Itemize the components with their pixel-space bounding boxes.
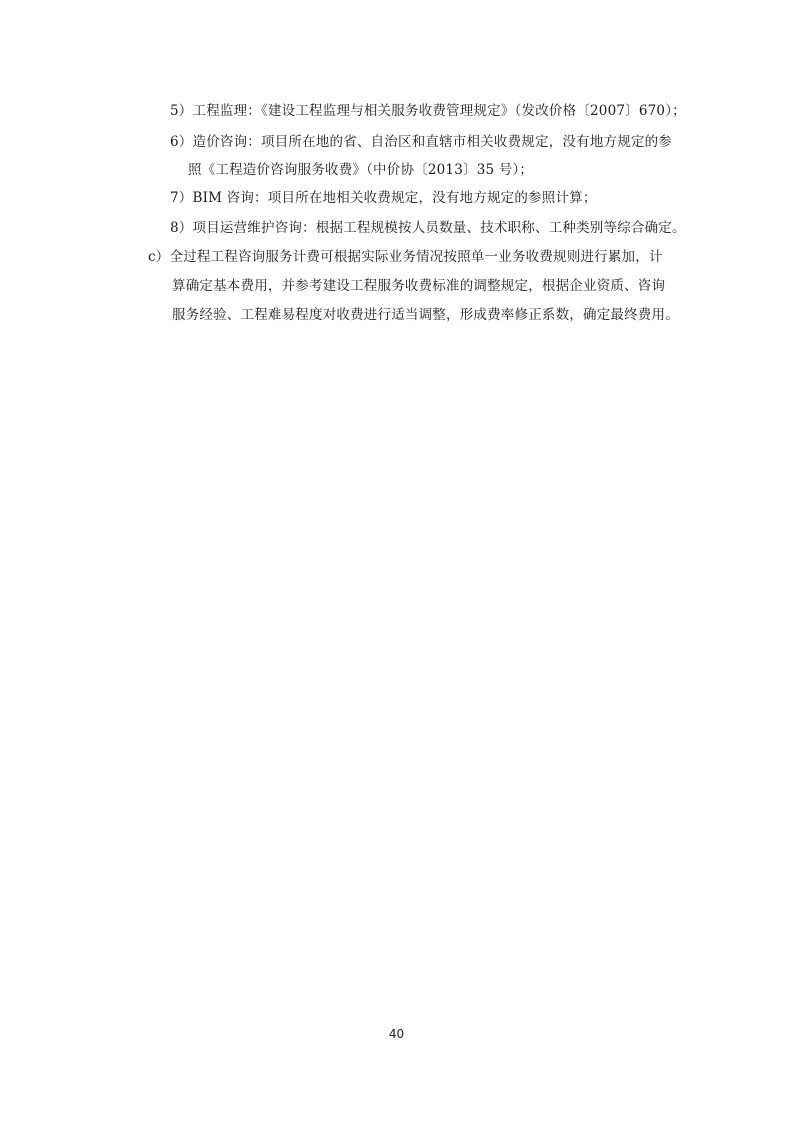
paragraph-c-continued-2: 服务经验、工程难易程度对收费进行适当调整，形成费率修正系数，确定最终费用。 — [172, 307, 679, 323]
paragraph-c-fee-calculation: c）全过程工程咨询服务计费可根据实际业务情况按照单一业务收费规则进行累加，计 — [148, 249, 663, 265]
list-item-bim-consulting: 7）BIM 咨询：项目所在地相关收费规定，没有地方规定的参照计算； — [170, 190, 597, 206]
list-item-cost-consulting: 6）造价咨询：项目所在地的省、自治区和直辖市相关收费规定，没有地方规定的参 — [170, 134, 672, 150]
list-item-cost-consulting-continued: 照《工程造价咨询服务收费》（中价协〔2013〕35 号）； — [188, 162, 534, 178]
page-number: 40 — [388, 1027, 405, 1041]
paragraph-c-continued-1: 算确定基本费用，并参考建设工程服务收费标准的调整规定，根据企业资质、咨询 — [172, 278, 666, 294]
list-item-operation-maintenance: 8）项目运营维护咨询：根据工程规模按人员数量、技术职称、工种类别等综合确定。 — [170, 220, 686, 236]
list-item-engineering-supervision: 5）工程监理：《建设工程监理与相关服务收费管理规定》（发改价格〔2007〕670）； — [170, 103, 686, 119]
